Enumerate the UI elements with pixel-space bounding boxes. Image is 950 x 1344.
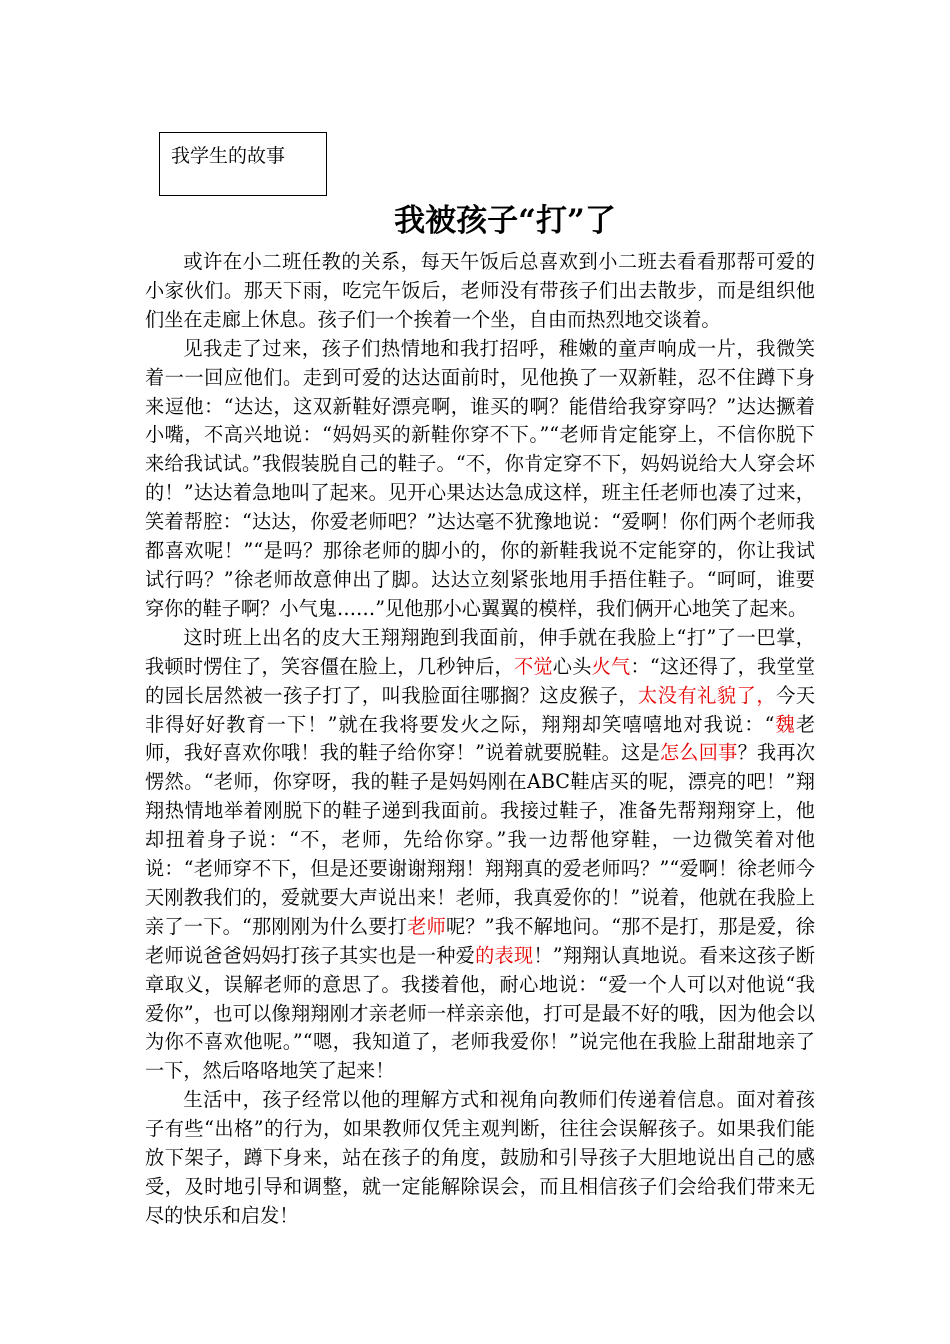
text-run: 老师，我好喜欢你哦！我的鞋子给你穿！”说着就要脱鞋。这是 — [145, 712, 816, 765]
article-title: 我被孩子“打”了 — [394, 203, 616, 239]
highlighted-text: 怎么回事 — [659, 741, 738, 765]
text-run: 呢？”我不解地问。“那不是打，那是爱，徐老师说爸爸妈妈打孩子其实也是一种爱 — [145, 914, 815, 967]
article-body — [145, 248, 815, 1231]
paragraph-1: 或许在小二班任教的关系，每天午饭后总喜欢到小二班去看看那帮可爱的小家伙们。那天下雨，吃完午饭后，老师没有带孩子们出去散步，而是组织他们坐在走廊上休息。孩子们一个挨着一个坐，自由而热烈地交谈着。 — [145, 250, 815, 331]
category-label-box — [159, 132, 327, 196]
text-run: 今天非得好好教育一下！”就在我将要发火之际，翔翔却笑嘻嘻地对我说：“ — [145, 683, 816, 736]
category-label: 我学生的故事 — [171, 145, 286, 167]
highlighted-text: 不觉 — [513, 654, 553, 678]
text-run: 心头 — [552, 654, 592, 678]
paragraph-2: 见我走了过来，孩子们热情地和我打招呼，稚嫩的童声响成一片，我微笑着一一回应他们。走到可爱的达达面前时，见他换了一双新鞋，忍不住蹲下身来逗他：“达达，这双新鞋好漂亮啊，谁买的啊？能借给我穿穿吗？”达达撅着小嘴，不高兴地说：“妈妈买的新鞋你穿不下。”“老师肯定能穿上，不信你脱下来给我试试。”我假装脱自己的鞋子。“不，你肯定穿不下，妈妈说给大人穿会坏的！”达达着急地叫了起来。见开心果达达急成这样，班主任老师也凑了过来，笑着帮腔：“达达，你爱老师吧？”达达毫不犹豫地说：“爱啊！你们两个老师我都喜欢呢！”“是吗？那徐老师的脚小的，你的新鞋我说不定能穿的，你让我试试行吗？”徐老师故意伸出了脚。达达立刻紧张地用手捂住鞋子。“呵呵，谁要穿你的鞋子啊？小气鬼……”见他那小心翼翼的模样，我们俩开心地笑了起来。 — [145, 336, 815, 620]
highlighted-text: 老师 — [407, 914, 446, 938]
text-run: ！”翔翔认真地说。看来这孩子断章取义，误解老师的意思了。我搂着他，耐心地说：“爱一个人可以对他说“我爱你”，也可以像翔翔刚才亲老师一样亲亲他，打可是最不好的哦，因为他会以为你不喜欢他呢。”“嗯，我知道了，老师我爱你！”说完他在我脸上甜甜地亲了一下，然后咯咯地笑了起来！ — [145, 943, 816, 1083]
highlighted-text: 魏 — [774, 712, 796, 736]
text-run: 这时班上出名的皮大王翔翔跑到我面前，伸手就在我脸上“打”了一巴掌，我顿时愣住了，笑容僵在脸上，几秒钟后， — [145, 625, 815, 678]
highlighted-text: 的表现 — [475, 943, 534, 967]
text-run: ？我再次愣然。“老师，你穿呀，我的鞋子是妈妈刚在ABC鞋店买的呢，漂亮的吧！”翔翔热情地举着刚脱下的鞋子递到我面前。我接过鞋子，准备先帮翔翔穿上，他却扭着身子说：“不，老师，先给你穿。”我一边帮他穿鞋，一边微笑着对他说：“老师穿不下，但是还要谢谢翔翔！翔翔真的爱老师吗？”“爱啊！徐老师今天刚教我们的，爱就要大声说出来！老师，我真爱你的！”说着，他就在我脸上亲了一下。“那刚刚为什么要打 — [145, 741, 816, 938]
paragraph-3 — [145, 624, 815, 1087]
paragraph-4: 生活中，孩子经常以他的理解方式和视角向教师们传递着信息。面对着孩子有些“出格”的行为，如果教师仅凭主观判断，往往会误解孩子。如果我们能放下架子，蹲下身来，站在孩子的角度，鼓励和引导孩子大胆地说出自己的感受，及时地引导和调整，就一定能解除误会，而且相信孩子们会给我们带来无尽的快乐和启发！ — [145, 1088, 815, 1227]
highlighted-text: 火气 — [591, 654, 631, 678]
text-run: ：“这还得了，我堂堂的园长居然被一孩子打了，叫我脸面往哪搁？这皮猴子， — [145, 654, 816, 707]
highlighted-text: 太没有礼貌了， — [638, 683, 777, 707]
